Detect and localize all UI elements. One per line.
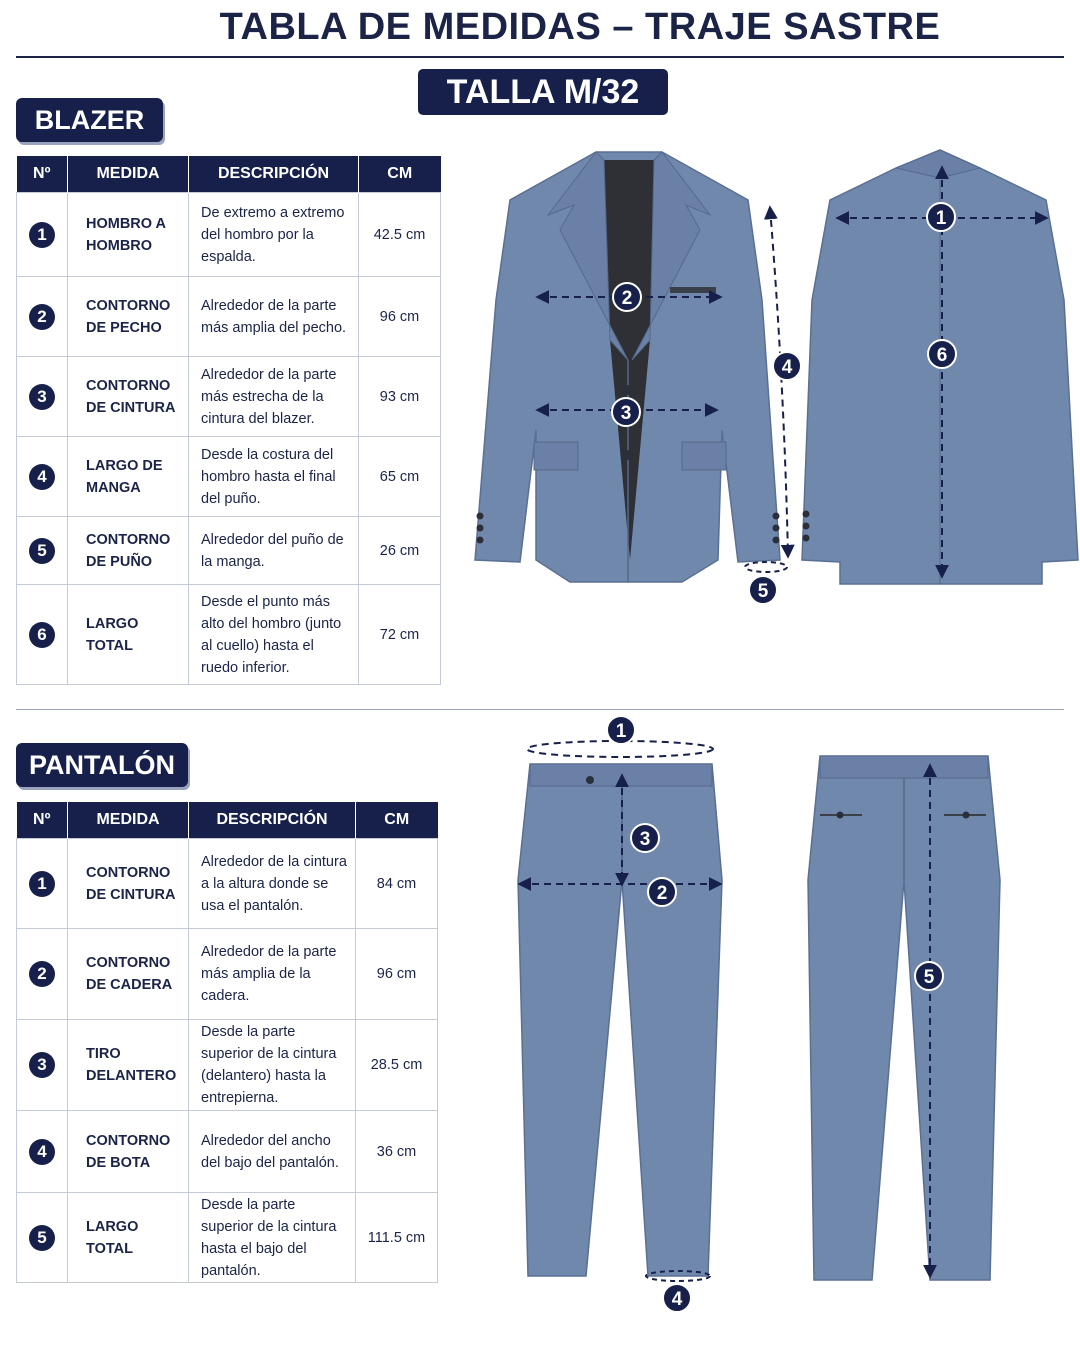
number-badge: 1 [29, 871, 55, 897]
measure-description: Alrededor del ancho del bajo del pantalón. [189, 1111, 356, 1193]
measure-name: LARGO DE MANGA [68, 437, 189, 517]
marker-pants-front-4 [663, 1284, 691, 1312]
number-badge: 6 [29, 622, 55, 648]
measure-description: Desde la costura del hombro hasta el final del puño. [189, 437, 359, 517]
pantalon-section-label: PANTALÓN [16, 743, 188, 787]
measure-name: LARGO TOTAL [68, 585, 189, 685]
marker-jacket-front-3 [612, 398, 640, 426]
number-badge: 5 [29, 1225, 55, 1251]
svg-text:1: 1 [615, 721, 627, 742]
marker-pants-front-1 [607, 716, 635, 744]
measure-value: 36 cm [356, 1111, 438, 1193]
svg-text:1: 1 [935, 208, 947, 229]
measure-value: 72 cm [359, 585, 441, 685]
measure-value: 65 cm [359, 437, 441, 517]
measure-name: CONTORNO DE PUÑO [68, 517, 189, 585]
page-title: TABLA DE MEDIDAS – TRAJE SASTRE [219, 6, 941, 48]
measure-name: CONTORNO DE CADERA [68, 929, 189, 1020]
col-header-num: Nº [17, 156, 68, 193]
svg-text:3: 3 [639, 829, 651, 850]
measure-name: TIRO DELANTERO [68, 1020, 189, 1111]
col-header-cm: CM [359, 156, 441, 193]
marker-jacket-front-4 [773, 352, 801, 380]
svg-text:4: 4 [781, 357, 793, 378]
measure-name: CONTORNO DE CINTURA [68, 839, 189, 929]
svg-text:5: 5 [923, 967, 935, 988]
pants-front-illustration [518, 741, 722, 1281]
col-header-medida: MEDIDA [68, 802, 189, 839]
measure-value: 96 cm [359, 277, 441, 357]
marker-jacket-back-1 [927, 203, 955, 231]
number-badge: 1 [29, 222, 55, 248]
measure-value: 96 cm [356, 929, 438, 1020]
measure-name: CONTORNO DE BOTA [68, 1111, 189, 1193]
measure-value: 111.5 cm [356, 1193, 438, 1283]
size-badge: TALLA M/32 [418, 69, 668, 115]
measure-value: 84 cm [356, 839, 438, 929]
measure-description: Alrededor de la parte más amplia del pecho. [189, 277, 359, 357]
measure-value: 93 cm [359, 357, 441, 437]
number-badge: 2 [29, 304, 55, 330]
svg-text:5: 5 [757, 581, 769, 602]
svg-text:4: 4 [671, 1289, 683, 1310]
col-header-descripcion: DESCRIPCIÓN [189, 802, 356, 839]
measure-description: Desde la parte superior de la cintura hasta el bajo del pantalón. [189, 1193, 356, 1283]
measure-description: Alrededor de la parte más estrecha de la cintura del blazer. [189, 357, 359, 437]
marker-jacket-back-6 [928, 340, 956, 368]
number-badge: 5 [29, 538, 55, 564]
number-badge: 3 [29, 1052, 55, 1078]
measure-value: 26 cm [359, 517, 441, 585]
blazer-front-illustration [475, 152, 788, 582]
measure-description: Desde el punto más alto del hombro (junto al cuello) hasta el ruedo inferior. [189, 585, 359, 685]
measure-description: Alrededor del puño de la manga. [189, 517, 359, 585]
measure-value: 42.5 cm [359, 193, 441, 277]
pants-back-illustration [808, 756, 1000, 1280]
number-badge: 2 [29, 961, 55, 987]
measure-description: Alrededor de la parte más amplia de la cadera. [189, 929, 356, 1020]
col-header-num: Nº [17, 802, 68, 839]
col-header-medida: MEDIDA [68, 156, 189, 193]
svg-text:3: 3 [620, 403, 632, 424]
marker-pants-front-2 [648, 878, 676, 906]
svg-text:2: 2 [656, 883, 668, 904]
marker-pants-front-3 [631, 824, 659, 852]
measure-name: CONTORNO DE CINTURA [68, 357, 189, 437]
svg-text:2: 2 [621, 288, 633, 309]
measure-description: De extremo a extremo del hombro por la espalda. [189, 193, 359, 277]
marker-jacket-front-2 [613, 283, 641, 311]
measure-name: LARGO TOTAL [68, 1193, 189, 1283]
measure-name: HOMBRO A HOMBRO [68, 193, 189, 277]
col-header-cm: CM [356, 802, 438, 839]
blazer-section-label: BLAZER [16, 98, 163, 142]
measure-description: Desde la parte superior de la cintura (delantero) hasta la entrepierna. [189, 1020, 356, 1111]
measure-value: 28.5 cm [356, 1020, 438, 1111]
col-header-descripcion: DESCRIPCIÓN [189, 156, 359, 193]
marker-pants-back-5 [915, 962, 943, 990]
marker-jacket-front-5 [749, 576, 777, 604]
number-badge: 4 [29, 1139, 55, 1165]
number-badge: 3 [29, 384, 55, 410]
measure-description: Alrededor de la cintura a la altura donde se usa el pantalón. [189, 839, 356, 929]
svg-text:6: 6 [936, 345, 948, 366]
measure-name: CONTORNO DE PECHO [68, 277, 189, 357]
number-badge: 4 [29, 464, 55, 490]
